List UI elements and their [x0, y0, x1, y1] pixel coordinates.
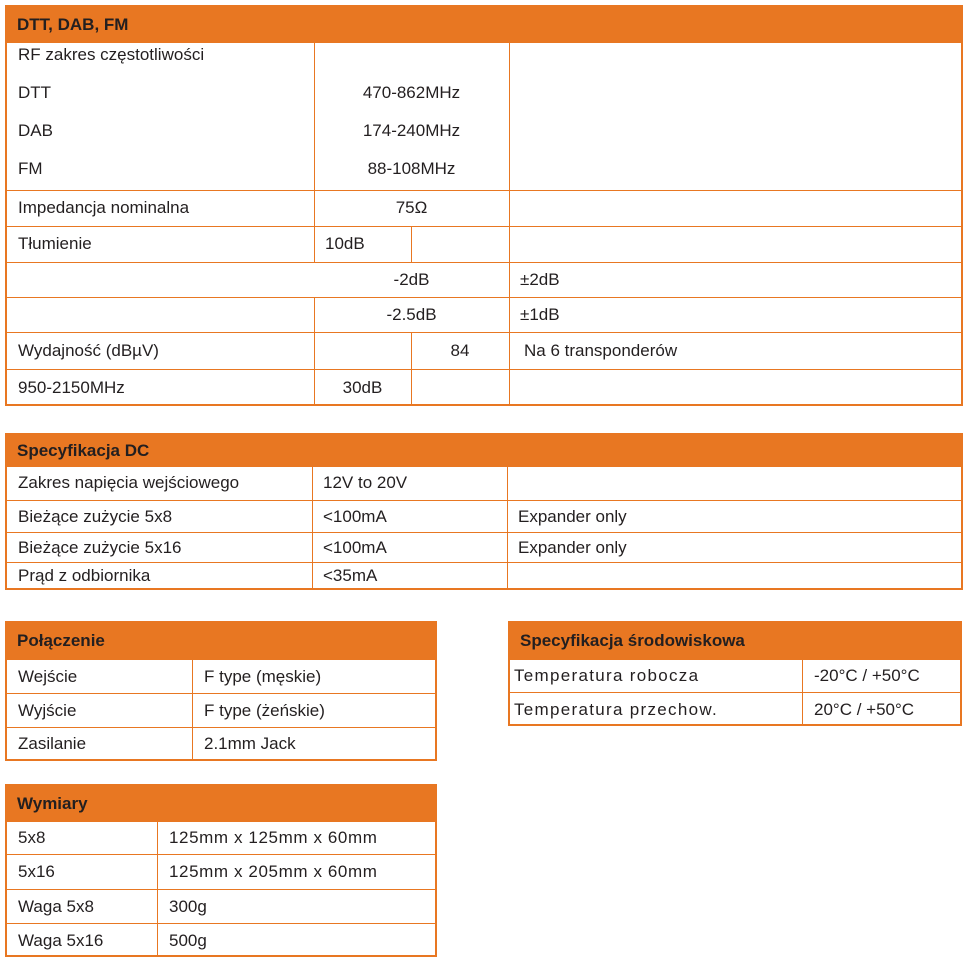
rf-range-label: RF zakres częstotliwości: [18, 45, 205, 64]
dimensions-table-header: Wymiary: [7, 786, 435, 821]
dimensions-row-value: 125mm x 205mm x 60mm: [169, 862, 378, 881]
output-value: 84: [450, 341, 470, 360]
dtt-table-header: DTT, DAB, FM: [7, 7, 961, 43]
connection-row-value: F type (męskie): [204, 667, 322, 686]
dc-row-note: Expander only: [518, 507, 627, 526]
impedance-value: 75Ω: [395, 198, 428, 217]
dimensions-row-label: Waga 5x8: [18, 897, 94, 916]
dimensions-row-label: 5x8: [18, 828, 46, 847]
dab-label: DAB: [18, 121, 53, 140]
dc-row-note: Expander only: [518, 538, 627, 557]
dtt-dab-fm-table: [5, 5, 963, 406]
connection-row-value: F type (żeńskie): [204, 701, 325, 720]
attenuation-label: Tłumienie: [18, 234, 92, 253]
sat-range-label: 950-2150MHz: [18, 378, 125, 397]
dab-value: 174-240MHz: [362, 121, 461, 140]
output-label: Wydajność (dBµV): [18, 341, 159, 360]
connection-row-label: Zasilanie: [18, 734, 87, 753]
dc-row-value: 12V to 20V: [323, 473, 408, 492]
dimensions-row-value: 500g: [169, 931, 207, 950]
output-note: Na 6 transponderów: [524, 341, 678, 360]
dc-row-label: Zakres napięcia wejściowego: [18, 473, 240, 492]
dimensions-row-value: 125mm x 125mm x 60mm: [169, 828, 378, 847]
fm-label: FM: [18, 159, 43, 178]
dc-row-label: Prąd z odbiornika: [18, 566, 151, 585]
dimensions-row-label: Waga 5x16: [18, 931, 104, 950]
dc-row-value: <100mA: [323, 538, 387, 557]
row-a-tolerance: ±2dB: [520, 270, 560, 289]
environment-row-value: 20°C / +50°C: [814, 700, 915, 719]
dimensions-row-value: 300g: [169, 897, 207, 916]
dimensions-table: [5, 784, 437, 957]
connection-table-header: Połączenie: [7, 623, 435, 659]
fm-value: 88-108MHz: [367, 159, 456, 178]
dc-table-header: Specyfikacja DC: [7, 435, 961, 466]
impedance-label: Impedancja nominalna: [18, 198, 190, 217]
connection-row-label: Wejście: [18, 667, 78, 686]
dc-spec-table: [5, 433, 963, 590]
row-b-value: -2.5dB: [386, 305, 437, 324]
dtt-value: 470-862MHz: [362, 83, 461, 102]
dc-row-label: Bieżące zużycie 5x16: [18, 538, 182, 557]
dc-row-value: <35mA: [323, 566, 378, 585]
environment-row-label: Temperatura przechow.: [514, 700, 718, 719]
dc-row-value: <100mA: [323, 507, 387, 526]
connection-row-label: Wyjście: [18, 701, 77, 720]
dc-row-label: Bieżące zużycie 5x8: [18, 507, 173, 526]
dtt-label: DTT: [18, 83, 52, 102]
connection-row-value: 2.1mm Jack: [204, 734, 296, 753]
row-a-value: -2dB: [393, 270, 430, 289]
dimensions-row-label: 5x16: [18, 862, 55, 881]
attenuation-value: 10dB: [325, 234, 365, 253]
environment-table-header: Specyfikacja środowiskowa: [510, 623, 960, 659]
environment-row-value: -20°C / +50°C: [814, 666, 920, 685]
environment-row-label: Temperatura robocza: [514, 666, 700, 685]
sat-value: 30dB: [342, 378, 383, 397]
environment-table: [508, 621, 962, 726]
row-b-tolerance: ±1dB: [520, 305, 560, 324]
connection-table: [5, 621, 437, 761]
